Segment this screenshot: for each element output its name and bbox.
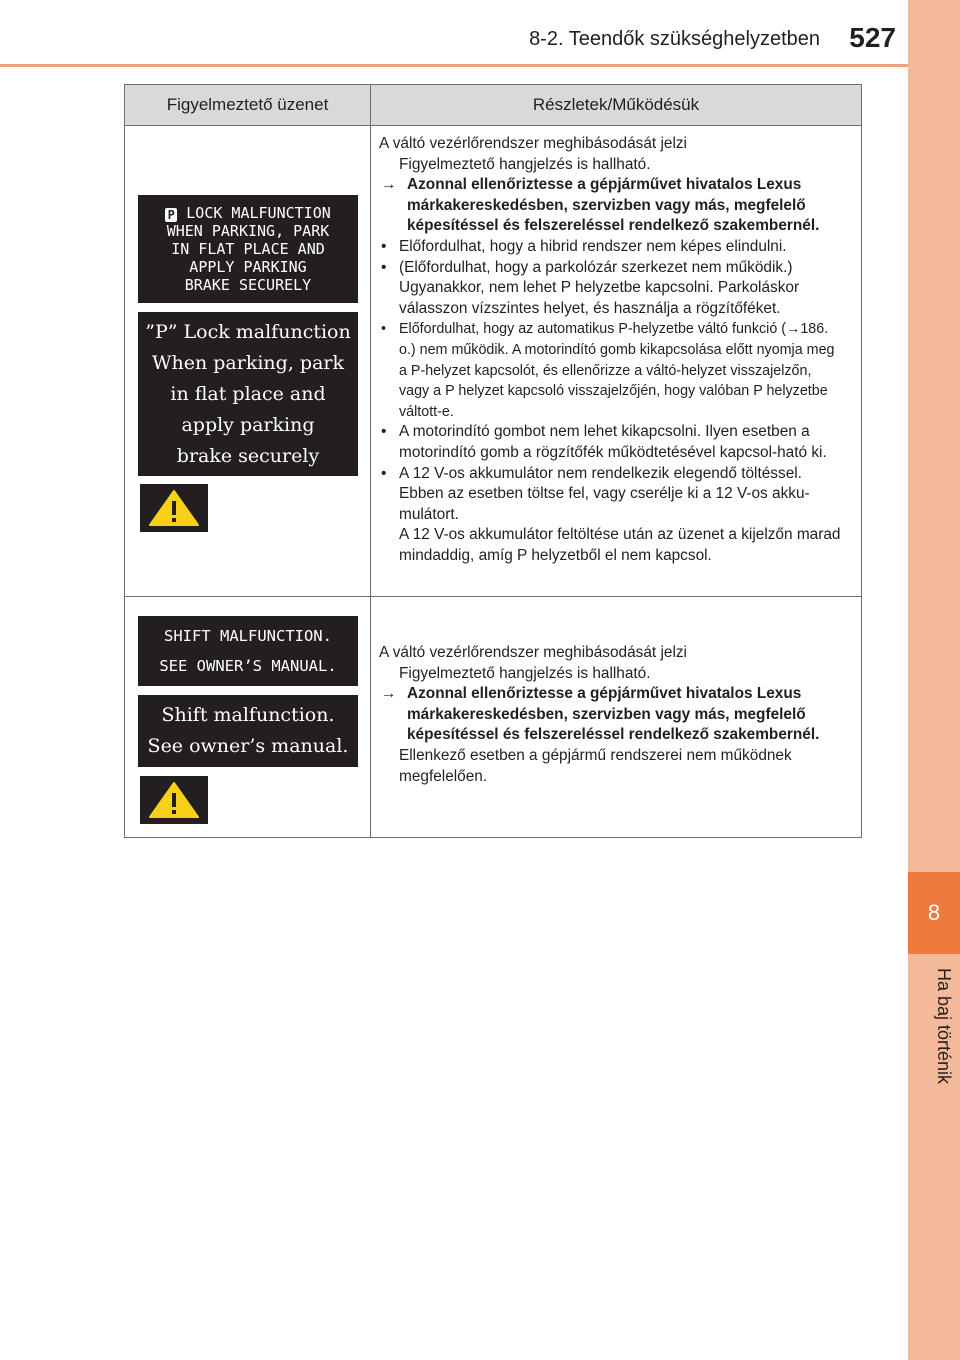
warning-triangle-icon — [148, 781, 200, 819]
list-item: • Előfordulhat, hogy a hibrid rendszer nem képes elindulni. — [379, 237, 843, 258]
lcd-line: SHIFT MALFUNCTION. — [164, 627, 332, 645]
column-header-message: Figyelmeztető üzenet — [125, 85, 371, 126]
lcd-line: BRAKE SECURELY — [184, 276, 312, 294]
message-image-cell — [125, 126, 371, 597]
lcd-line: LOCK MALFUNCTION — [186, 204, 331, 222]
lcd-message-display — [138, 195, 358, 303]
detail-intro: A váltó vezérlőrendszer meghibásodását jelzi — [379, 644, 687, 661]
display-line: When parking, park — [151, 351, 344, 374]
detail-note: Ellenkező esetben a gépjármű rendszerei nem működnek megfelelően. — [399, 746, 792, 785]
bullet-icon: • — [381, 258, 387, 276]
chapter-tab[interactable] — [908, 872, 960, 954]
bullet-icon: • — [381, 237, 387, 255]
action-instruction: → Azonnal ellenőriztesse a gépjárművet hivatalos Lexus márkakereskedésben, szervizben vagy más, megfelelő képesítéssel és felszereléssel rendelkező szakembernél. — [381, 685, 820, 744]
warning-light — [140, 484, 208, 532]
detail-intro: A váltó vezérlőrendszer meghibásodását jelzi — [379, 135, 687, 152]
chapter-label: Ha baj történik — [934, 968, 954, 1085]
display-line: in flat place and — [170, 382, 326, 405]
p-lock-icon: P — [165, 208, 177, 222]
page-number: 527 — [849, 22, 896, 53]
warning-light — [140, 776, 208, 824]
lcd-line: WHEN PARKING, PARK — [166, 222, 330, 240]
detail-intro-2: Figyelmeztető hangjelzés is hallható. — [399, 155, 651, 173]
multi-display-message — [138, 695, 358, 767]
table-row — [125, 126, 862, 597]
list-item: • A motorindító gombot nem lehet kikapcsolni. Ilyen esetben a motorindító gomb a rögzítőfék működtetésével kapcsol-ható ki. — [381, 423, 827, 461]
bullet-icon: • — [381, 423, 387, 441]
header-rule — [0, 64, 908, 67]
lcd-line: IN FLAT PLACE AND — [171, 240, 325, 258]
detail-intro-2: Figyelmeztető hangjelzés is hallható. — [399, 664, 651, 682]
section-title: 8-2. Teendők szükséghelyzetben — [529, 28, 820, 50]
display-line: brake securely — [176, 444, 320, 467]
display-line: Shift malfunction. — [161, 704, 335, 726]
message-image-cell — [125, 597, 371, 838]
bullet-icon: • — [381, 464, 387, 482]
column-header-details: Részletek/Működésük — [371, 85, 862, 126]
arrow-icon: → — [381, 176, 397, 194]
list-item: • A 12 V-os akkumulátor nem rendelkezik elegendő töltéssel. Ebben az esetben töltse fel, vagy cserélje ki a 12 V-os akku-mulátort. — [381, 464, 810, 523]
details-cell — [371, 597, 862, 838]
display-line: apply parking — [181, 413, 315, 436]
battery-note: A 12 V-os akkumulátor feltöltése után az üzenet a kijelzőn marad mindaddig, amíg P helyzetből el nem kapcsol. — [399, 526, 841, 564]
lcd-line: SEE OWNER’S MANUAL. — [159, 657, 337, 675]
lcd-message-display — [138, 616, 358, 686]
details-cell — [371, 126, 862, 597]
warning-triangle-icon — [148, 489, 200, 527]
warning-message-table — [124, 84, 862, 838]
chapter-number: 8 — [927, 900, 941, 925]
arrow-icon: → — [381, 685, 397, 703]
display-line: See owner’s manual. — [147, 735, 349, 757]
table-header-row — [125, 85, 862, 126]
list-item: • (Előfordulhat, hogy a parkolózár szerkezet nem működik.) Ugyanakkor, nem lehet P helyzetbe kapcsolni. Parkoláskor válasszon vízszintes helyet, és használja a rögzítőféket. — [381, 258, 800, 317]
action-instruction: → Azonnal ellenőriztesse a gépjárművet hivatalos Lexus márkakereskedésben, szervizben vagy más, megfelelő képesítéssel és felszereléssel rendelkező szakembernél. — [381, 176, 820, 235]
list-item: • Előfordulhat, hogy az automatikus P-helyzetbe váltó funkció (→186. o.) nem működik. A motorindító gomb kikapcsolása előtt nyomja meg a P-helyzet kapcsolót, és ellenőrizze a váltó-helyzet visszajelzőn, vagy a P helyzet kapcsoló visszajelzőjén, hogy valóban P helyzetbe váltott-e. — [381, 321, 835, 420]
display-line: ”P” Lock malfunction — [145, 320, 351, 343]
lcd-line: APPLY PARKING — [189, 258, 307, 276]
multi-display-message — [138, 312, 358, 476]
table-row — [125, 597, 862, 838]
bullet-icon: • — [381, 321, 387, 338]
